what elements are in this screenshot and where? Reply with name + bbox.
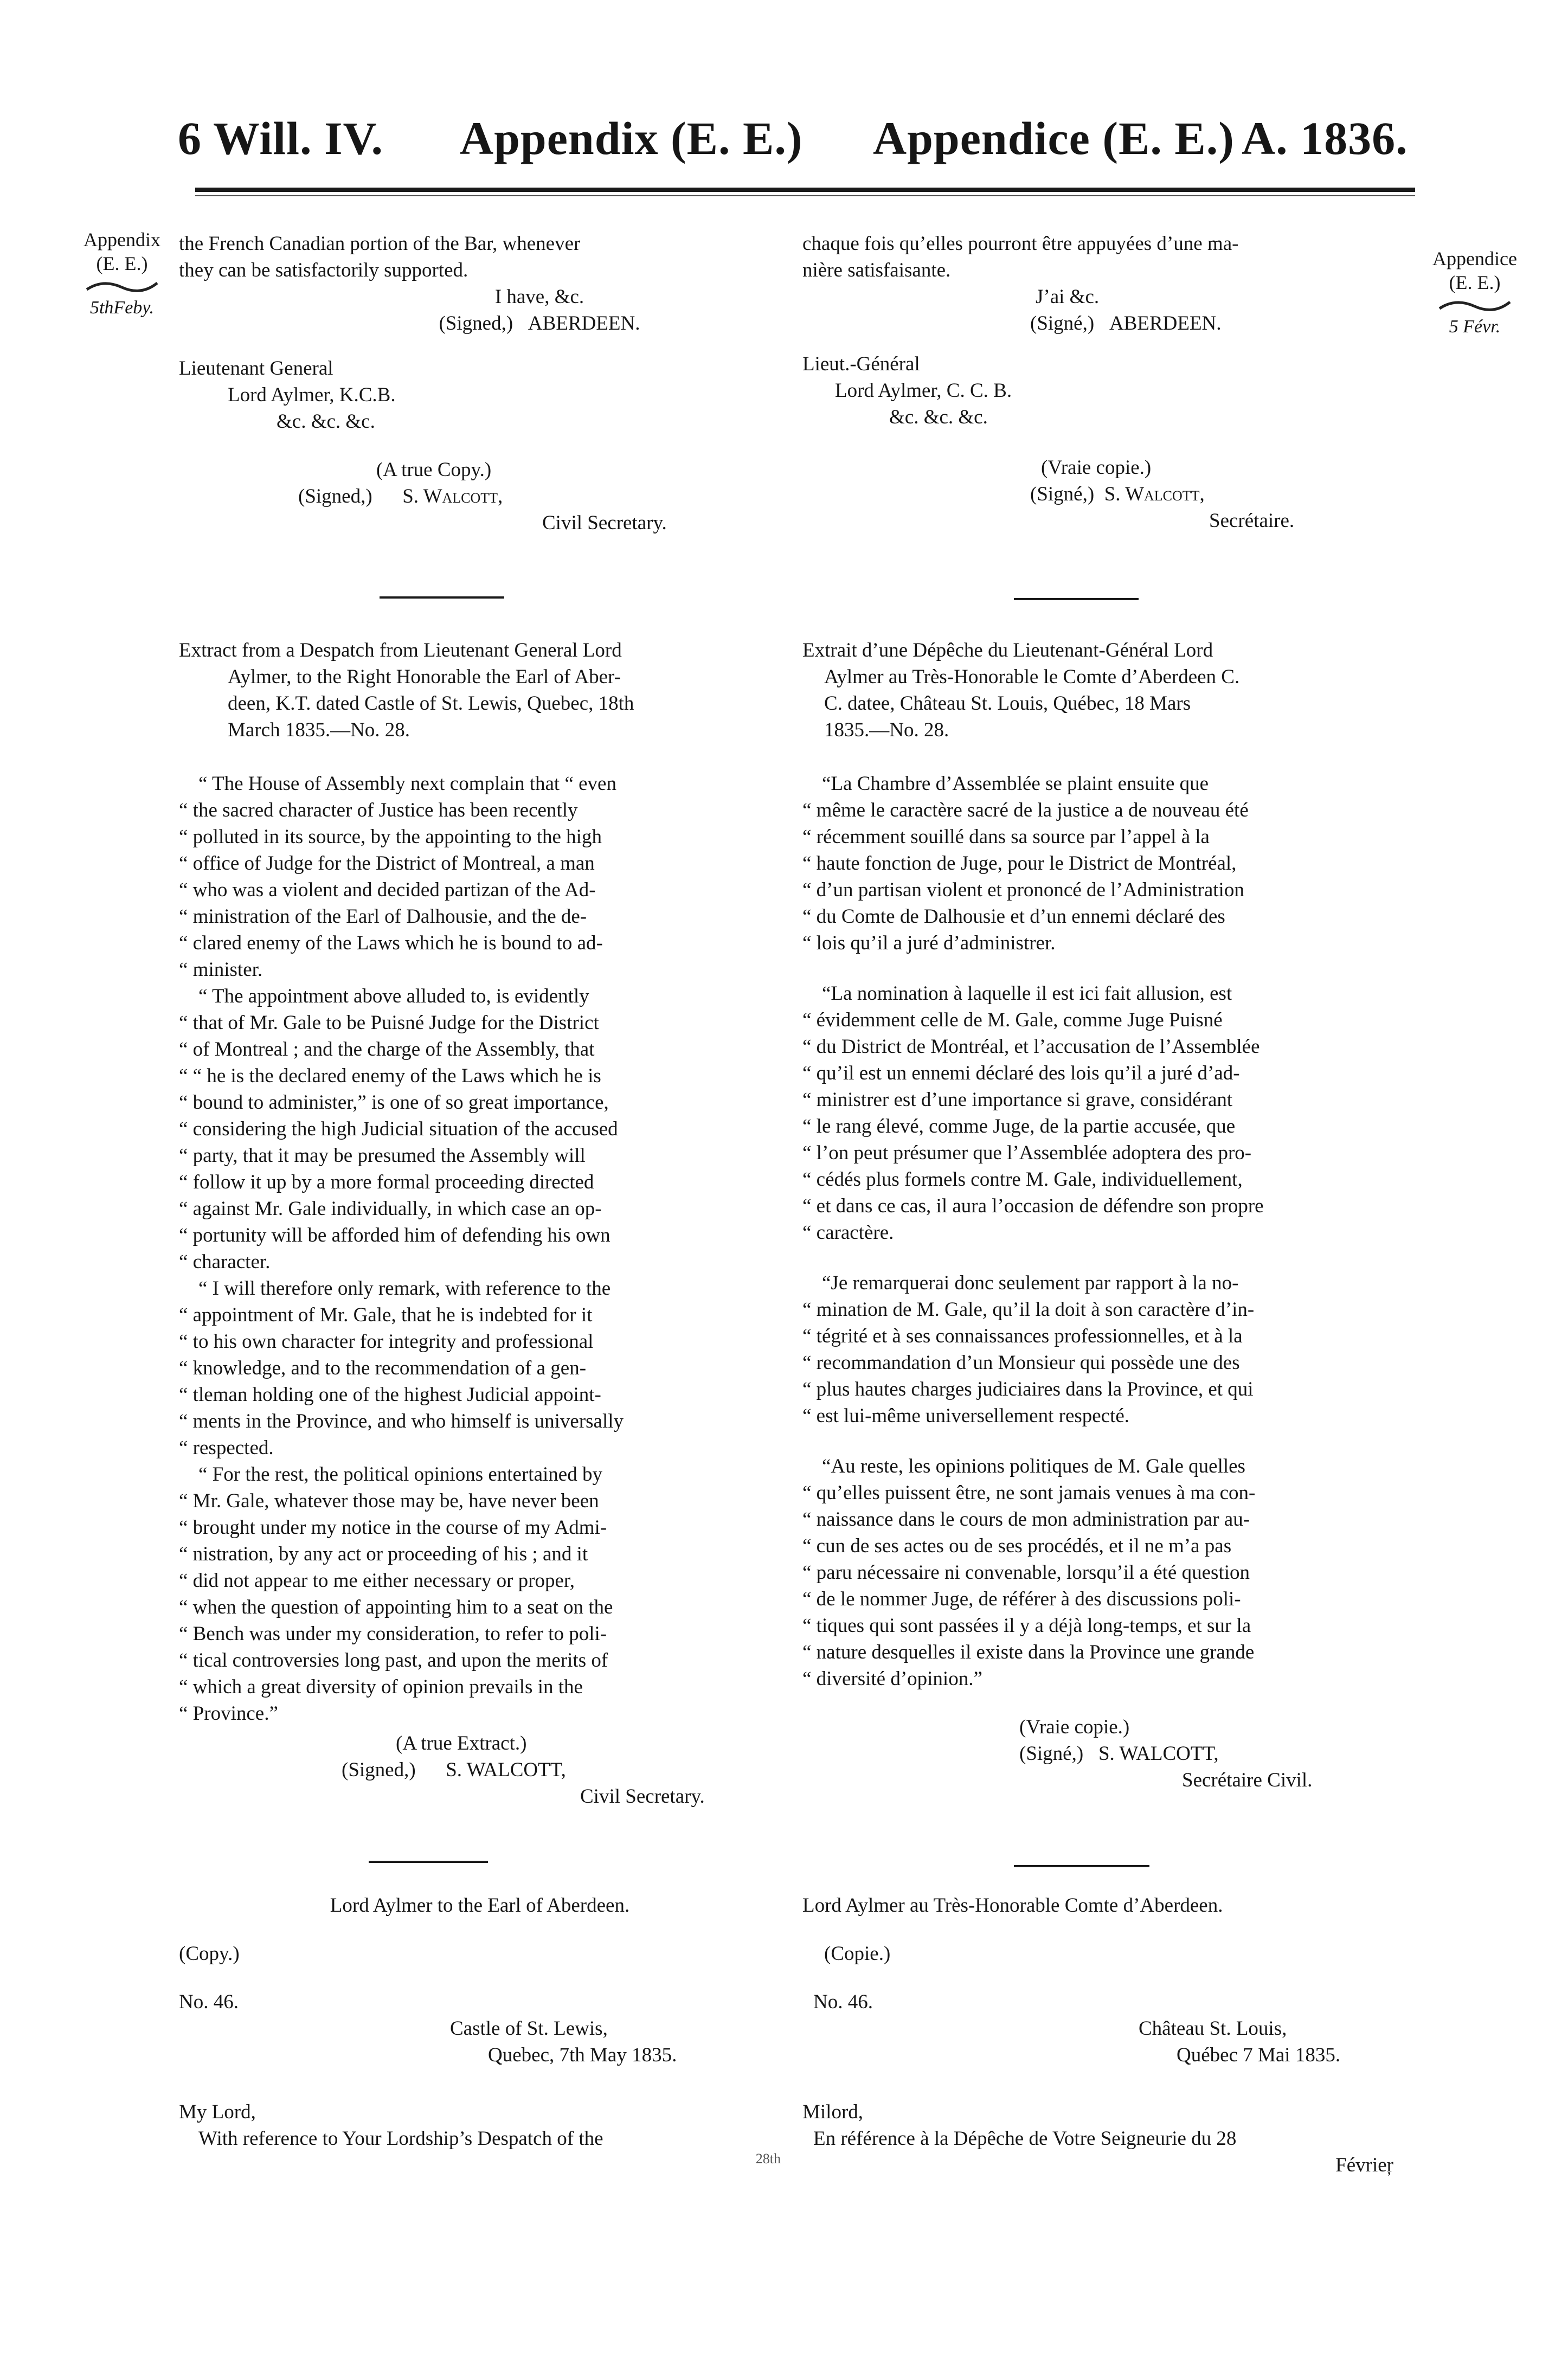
quote-line: “ ments in the Province, and who himself is universally [179, 1410, 624, 1432]
quote-line: “La Chambre d’Assemblée se plaint ensuite que [822, 773, 1209, 795]
letter-body-cut: Févrieŗ [1335, 2154, 1393, 2176]
quote-line: “ that of Mr. Gale to be Puisné Judge for the District [179, 1012, 599, 1034]
flourish-icon [84, 278, 160, 294]
copy-title: Secrétaire. [1209, 510, 1295, 532]
quote-line: “ against Mr. Gale individually, in which case an op- [179, 1198, 602, 1220]
quote-line: “ Bench was under my consideration, to refer to poli- [179, 1623, 607, 1645]
quote-line: “ minister. [179, 959, 263, 981]
quote-line: “ tégrité et à ses connaissances professionnelles, et à la [802, 1325, 1243, 1347]
quote-line: “ mination de M. Gale, qu’il la doit à son caractère d’in- [802, 1299, 1255, 1321]
margin-label: Appendix [83, 229, 160, 250]
quote-line: “ le rang élevé, comme Juge, de la partie accusée, que [802, 1115, 1236, 1137]
extract-heading [179, 637, 781, 743]
quote-line: “ et dans ce cas, il aura l’occasion de défendre son propre [802, 1195, 1264, 1217]
signed-label: (Signed,) [342, 1759, 416, 1781]
quote-line: “ haute fonction de Juge, pour le District de Montréal, [802, 852, 1237, 875]
signer-name: S. WALCOTT, [1098, 1743, 1219, 1765]
quote-line: “ recommandation d’un Monsieur qui possède une des [802, 1352, 1240, 1374]
quote-line: “ naissance dans le cours de mon administration par au- [802, 1508, 1250, 1531]
closing: I have, &c. [494, 286, 584, 308]
quote-line: “ clared enemy of the Laws which he is bound to ad- [179, 932, 603, 954]
extract-title: Civil Secretary. [580, 1785, 705, 1808]
heading-line: 1835.—No. 28. [824, 719, 949, 741]
heading-line: Aylmer, to the Right Honorable the Earl of Aber- [228, 666, 621, 688]
quote-line: “ cun de ses actes ou de ses procédés, et il ne m’a pas [802, 1535, 1232, 1557]
quote-line: “ to his own character for integrity and professional [179, 1330, 594, 1353]
quote-line: “ cédés plus formels contre M. Gale, individuellement, [802, 1168, 1243, 1191]
quote-line: “ de le nommer Juge, de référer à des discussions poli- [802, 1588, 1241, 1610]
quote-line: “ ministration of the Earl of Dalhousie, and the de- [179, 905, 587, 928]
quote-paragraph [802, 1270, 1404, 1429]
signed-label: (Signé,) [1019, 1743, 1084, 1765]
header-rule-thin [195, 195, 1415, 196]
quote-line: “ lois qu’il a juré d’administrer. [802, 932, 1056, 954]
text-line: chaque fois qu’elles pourront être appuyées d’une ma- [802, 233, 1239, 255]
copy-attestation [802, 454, 1404, 534]
quote-line: “ the sacred character of Justice has been recently [179, 799, 578, 821]
addressee-line: &c. &c. &c. [277, 410, 375, 433]
extract-attestation [802, 1714, 1404, 1794]
quote-line: “ party, that it may be presumed the Assembly will [179, 1145, 586, 1167]
signed-label: (Signé,) [1030, 312, 1095, 335]
extract-heading [802, 637, 1404, 743]
french-column [802, 230, 1404, 534]
quote-line: “ polluted in its source, by the appointing to the high [179, 826, 602, 848]
copy-attestation [179, 457, 781, 536]
margin-date: 5 Févr. [1449, 317, 1501, 337]
margin-note-right [1412, 247, 1537, 339]
signed-label: (Signed,) [439, 312, 513, 335]
quote-line: “ which a great diversity of opinion prevails in the [179, 1676, 583, 1698]
addressee-line: Lieutenant General [179, 357, 333, 380]
quote-line: “La nomination à laquelle il est ici fait allusion, est [822, 982, 1232, 1005]
letter-place: Castle of St. Lewis, [450, 2017, 608, 2040]
letter-copy: (Copie.) [824, 1943, 891, 1965]
flourish-icon [1437, 297, 1513, 313]
quote-line: “ tleman holding one of the highest Judicial appoint- [179, 1384, 601, 1406]
quote-line: “ plus hautes charges judiciaires dans la Province, et qui [802, 1378, 1254, 1400]
signer-name: S. Walcott, [1104, 483, 1205, 505]
separator [380, 596, 504, 599]
copy-label: (Vraie copie.) [1041, 457, 1152, 479]
quote-line: “ qu’il est un ennemi déclaré des lois qu’il a juré d’ad- [802, 1062, 1240, 1084]
heading-line: Extrait d’une Dépêche du Lieutenant-Général Lord [802, 639, 1213, 661]
copy-title: Civil Secretary. [542, 512, 667, 534]
quote-line: “ Province.” [179, 1702, 278, 1725]
signed-label: (Signé,) [1030, 483, 1095, 505]
salutation: Milord, [802, 2101, 864, 2123]
addressee-line: Lieut.-Général [802, 353, 920, 375]
quote-line: “ est lui-même universellement respecté. [802, 1405, 1130, 1427]
letter-place: Château St. Louis, [1139, 2017, 1287, 2040]
signer-name: ABERDEEN. [1109, 312, 1222, 335]
quote-line: “ récemment souillé dans sa source par l’appel à la [802, 826, 1210, 848]
letter-heading: Lord Aylmer to the Earl of Aberdeen. [330, 1894, 630, 1917]
quote-paragraph [179, 1461, 781, 1727]
quote-line: “ The appointment above alluded to, is evidently [198, 985, 589, 1007]
text-line: nière satisfaisante. [802, 259, 951, 281]
margin-label: Appendice [1432, 248, 1517, 269]
quote-line: “ respected. [179, 1437, 274, 1459]
quote-line: “ did not appear to me either necessary or proper, [179, 1570, 575, 1592]
margin-date: 5thFeby. [89, 298, 155, 318]
header-appendix-en: Appendix (E. E.) [460, 112, 803, 164]
letter-date: Québec 7 Mai 1835. [1177, 2044, 1341, 2066]
quote-line: “ paru nécessaire ni convenable, lorsqu’il a été question [802, 1561, 1250, 1584]
quote-line: “ diversité d’opinion.” [802, 1668, 982, 1690]
quote-line: “ when the question of appointing him to a seat on the [179, 1596, 613, 1618]
addressee-block [179, 355, 781, 435]
quote-line: “Je remarquerai donc seulement par rapport à la no- [822, 1272, 1239, 1294]
extract-signature [1019, 1740, 1404, 1767]
extract-attestation [179, 1730, 781, 1810]
quote-paragraph [802, 980, 1404, 1246]
quote-line: “ du Comte de Dalhousie et d’un ennemi déclaré des [802, 905, 1225, 928]
letter-number: No. 46. [813, 1991, 873, 2013]
quote-line: “ I will therefore only remark, with reference to the [198, 1277, 611, 1300]
heading-line: deen, K.T. dated Castle of St. Lewis, Quebec, 18th [228, 692, 634, 715]
extract-label: (Vraie copie.) [1019, 1716, 1130, 1738]
letter-body-cut: 28th [755, 2151, 781, 2167]
text-line: they can be satisfactorily supported. [179, 259, 468, 281]
signature-line [802, 310, 1404, 337]
copy-signature [1030, 481, 1404, 507]
quote-line: “ ministrer est d’une importance si grave, considérant [802, 1089, 1233, 1111]
quote-line: “ brought under my notice in the course of my Admi- [179, 1516, 607, 1539]
signer-name: S. Walcott, [402, 485, 503, 507]
closing: J’ai &c. [1036, 286, 1100, 308]
separator [1014, 1865, 1149, 1867]
addressee-line: &c. &c. &c. [889, 406, 988, 428]
quote-line: “ office of Judge for the District of Montreal, a man [179, 852, 595, 875]
quote-line: “ du District de Montréal, et l’accusation de l’Assemblée [802, 1036, 1260, 1058]
heading-line: March 1835.—No. 28. [228, 719, 410, 741]
heading-line: C. datee, Château St. Louis, Québec, 18 Mars [824, 692, 1191, 715]
quote-line: “ qu’elles puissent être, ne sont jamais venues à ma con- [802, 1482, 1256, 1504]
letter-number: No. 46. [179, 1991, 239, 2013]
header-appendix-fr: Appendice (E. E.) [873, 112, 1235, 164]
header-year: A. 1836. [1242, 112, 1408, 164]
english-letter [179, 1892, 781, 2166]
letter-heading: Lord Aylmer au Très-Honorable Comte d’Aberdeen. [802, 1894, 1223, 1917]
quote-paragraph [802, 770, 1404, 956]
extract-label: (A true Extract.) [396, 1732, 527, 1754]
letter-date: Quebec, 7th May 1835. [488, 2044, 677, 2066]
quote-line: “ appointment of Mr. Gale, that he is indebted for it [179, 1304, 593, 1326]
quote-line: “ For the rest, the political opinions entertained by [198, 1463, 602, 1486]
copy-signature [298, 483, 781, 510]
french-letter [802, 1892, 1404, 2178]
quote-line: “ d’un partisan violent et prononcé de l’Administration [802, 879, 1244, 901]
quote-line: “ portunity will be afforded him of defending his own [179, 1224, 611, 1246]
signature-line [179, 310, 781, 337]
quote-line: “ of Montreal ; and the charge of the Assembly, that [179, 1038, 595, 1060]
margin-sub: (E. E.) [96, 253, 148, 274]
quote-line: “ tical controversies long past, and upon the merits of [179, 1649, 608, 1672]
signer-name: ABERDEEN. [528, 312, 640, 335]
quote-paragraph [179, 770, 781, 983]
copy-label: (A true Copy.) [376, 459, 492, 481]
quote-paragraph [179, 983, 781, 1275]
quote-line: “ nistration, by any act or proceeding of his ; and it [179, 1543, 588, 1565]
margin-note-left [60, 228, 184, 320]
quote-line: “ “ he is the declared enemy of the Laws which he is [179, 1065, 601, 1087]
salutation: My Lord, [179, 2101, 256, 2123]
header-session: 6 Will. IV. [178, 112, 384, 164]
addressee-line: Lord Aylmer, C. C. B. [835, 380, 1012, 402]
quote-line: “ The House of Assembly next complain that “ even [198, 773, 616, 795]
quote-line: “ Mr. Gale, whatever those may be, have never been [179, 1490, 599, 1512]
signed-label: (Signed,) [298, 485, 372, 507]
extract-title: Secrétaire Civil. [1182, 1769, 1313, 1791]
letter-body: With reference to Your Lordship’s Despatch of the [198, 2127, 603, 2150]
header-rule [195, 188, 1415, 192]
quote-line: “ tiques qui sont passées il y a déjà long-temps, et sur la [802, 1615, 1251, 1637]
quote-paragraph [802, 1453, 1404, 1692]
quote-line: “ bound to administer,” is one of so great importance, [179, 1091, 609, 1114]
letter-body: En référence à la Dépêche de Votre Seigneurie du 28 [813, 2127, 1237, 2150]
text-line: the French Canadian portion of the Bar, whenever [179, 233, 581, 255]
separator [369, 1861, 488, 1863]
english-extract [179, 637, 781, 1810]
quote-line: “ évidemment celle de M. Gale, comme Juge Puisné [802, 1009, 1223, 1031]
heading-line: Aylmer au Très-Honorable le Comte d’Aberdeen C. [824, 666, 1240, 688]
addressee-block [802, 351, 1404, 430]
quote-line: “ considering the high Judicial situation of the accused [179, 1118, 618, 1140]
margin-sub: (E. E.) [1449, 272, 1501, 293]
separator [1014, 598, 1139, 600]
quote-paragraph [179, 1275, 781, 1461]
letter-copy: (Copy.) [179, 1943, 240, 1965]
quote-line: “ nature desquelles il existe dans la Province une grande [802, 1641, 1255, 1663]
quote-line: “ character. [179, 1251, 271, 1273]
quote-line: “ caractère. [802, 1222, 894, 1244]
quote-line: “ who was a violent and decided partizan of the Ad- [179, 879, 596, 901]
heading-line: Extract from a Despatch from Lieutenant General Lord [179, 639, 622, 661]
extract-signature [342, 1757, 781, 1783]
quote-line: “ l’on peut présumer que l’Assemblée adoptera des pro- [802, 1142, 1252, 1164]
english-column [179, 230, 781, 536]
french-extract [802, 637, 1404, 1794]
addressee-line: Lord Aylmer, K.C.B. [228, 384, 396, 406]
quote-line: “ même le caractère sacré de la justice a de nouveau été [802, 799, 1249, 821]
quote-line: “Au reste, les opinions politiques de M. Gale quelles [822, 1455, 1245, 1477]
quote-line: “ knowledge, and to the recommendation of a gen- [179, 1357, 587, 1379]
quote-line: “ follow it up by a more formal proceeding directed [179, 1171, 594, 1193]
signer-name: S. WALCOTT, [446, 1759, 566, 1781]
